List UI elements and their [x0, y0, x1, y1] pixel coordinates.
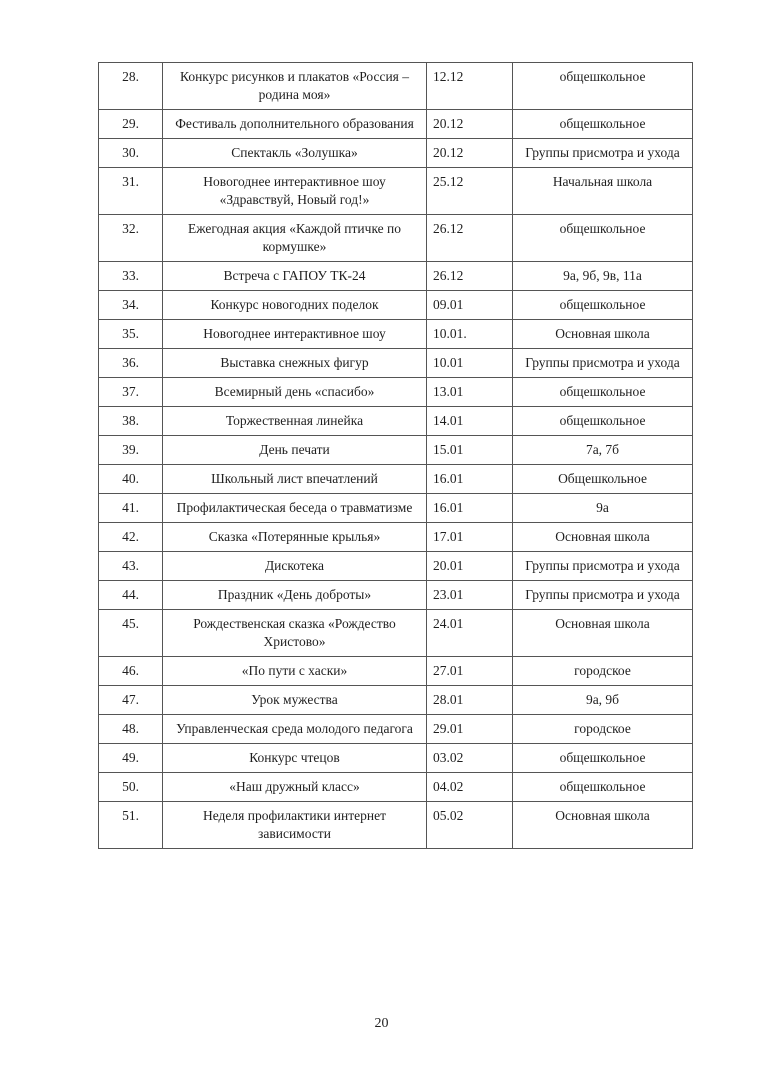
cell-num: 33. — [99, 262, 163, 291]
cell-name: Фестиваль дополнительного образования — [163, 110, 427, 139]
cell-group: Общешкольное — [513, 465, 693, 494]
cell-date: 20.01 — [427, 552, 513, 581]
cell-date: 10.01 — [427, 349, 513, 378]
table-row — [99, 465, 693, 494]
cell-date: 03.02 — [427, 744, 513, 773]
cell-date: 20.12 — [427, 139, 513, 168]
table-row — [99, 523, 693, 552]
cell-group: Группы присмотра и ухода — [513, 581, 693, 610]
cell-group: общешкольное — [513, 291, 693, 320]
cell-group: общешкольное — [513, 407, 693, 436]
cell-num: 44. — [99, 581, 163, 610]
table-row — [99, 494, 693, 523]
cell-num: 40. — [99, 465, 163, 494]
cell-name: Неделя профилактики интернет зависимости — [163, 802, 427, 849]
cell-date: 09.01 — [427, 291, 513, 320]
cell-date: 13.01 — [427, 378, 513, 407]
cell-name: Управленческая среда молодого педагога — [163, 715, 427, 744]
cell-group: Основная школа — [513, 320, 693, 349]
cell-name: Конкурс чтецов — [163, 744, 427, 773]
cell-date: 05.02 — [427, 802, 513, 849]
cell-num: 28. — [99, 63, 163, 110]
cell-date: 25.12 — [427, 168, 513, 215]
cell-name: Рождественская сказка «Рождество Христово» — [163, 610, 427, 657]
cell-group: 7а, 7б — [513, 436, 693, 465]
table-row — [99, 802, 693, 849]
table-row — [99, 110, 693, 139]
cell-date: 29.01 — [427, 715, 513, 744]
table-row — [99, 262, 693, 291]
events-table — [98, 62, 693, 849]
cell-num: 38. — [99, 407, 163, 436]
cell-num: 34. — [99, 291, 163, 320]
cell-num: 48. — [99, 715, 163, 744]
cell-group: Группы присмотра и ухода — [513, 552, 693, 581]
cell-name: «По пути с хаски» — [163, 657, 427, 686]
cell-date: 24.01 — [427, 610, 513, 657]
cell-date: 27.01 — [427, 657, 513, 686]
cell-num: 46. — [99, 657, 163, 686]
table-row — [99, 139, 693, 168]
cell-group: общешкольное — [513, 63, 693, 110]
cell-date: 15.01 — [427, 436, 513, 465]
cell-date: 14.01 — [427, 407, 513, 436]
cell-name: Встреча с ГАПОУ ТК-24 — [163, 262, 427, 291]
cell-group: Начальная школа — [513, 168, 693, 215]
cell-group: Группы присмотра и ухода — [513, 349, 693, 378]
cell-group: Основная школа — [513, 802, 693, 849]
cell-date: 16.01 — [427, 494, 513, 523]
cell-num: 41. — [99, 494, 163, 523]
cell-num: 30. — [99, 139, 163, 168]
cell-date: 26.12 — [427, 215, 513, 262]
cell-group: городское — [513, 715, 693, 744]
cell-name: Всемирный день «спасибо» — [163, 378, 427, 407]
cell-group: Основная школа — [513, 610, 693, 657]
cell-num: 37. — [99, 378, 163, 407]
table-row — [99, 610, 693, 657]
cell-date: 20.12 — [427, 110, 513, 139]
cell-date: 16.01 — [427, 465, 513, 494]
cell-group: общешкольное — [513, 744, 693, 773]
page-number: 20 — [374, 1016, 389, 1031]
table-row — [99, 215, 693, 262]
cell-group: 9а — [513, 494, 693, 523]
table-row — [99, 168, 693, 215]
cell-date: 10.01. — [427, 320, 513, 349]
cell-name: Праздник «День доброты» — [163, 581, 427, 610]
cell-num: 50. — [99, 773, 163, 802]
cell-name: Профилактическая беседа о травматизме — [163, 494, 427, 523]
cell-date: 23.01 — [427, 581, 513, 610]
cell-num: 39. — [99, 436, 163, 465]
cell-date: 17.01 — [427, 523, 513, 552]
table-row — [99, 378, 693, 407]
table-row — [99, 552, 693, 581]
table-row — [99, 349, 693, 378]
table-row — [99, 63, 693, 110]
cell-name: Конкурс новогодних поделок — [163, 291, 427, 320]
cell-name: Новогоднее интерактивное шоу «Здравствуй, Новый год!» — [163, 168, 427, 215]
cell-group: общешкольное — [513, 773, 693, 802]
table-row — [99, 657, 693, 686]
table-row — [99, 715, 693, 744]
cell-name: Ежегодная акция «Каждой птичке по кормушке» — [163, 215, 427, 262]
cell-group: общешкольное — [513, 110, 693, 139]
cell-num: 42. — [99, 523, 163, 552]
cell-date: 12.12 — [427, 63, 513, 110]
cell-num: 43. — [99, 552, 163, 581]
cell-num: 35. — [99, 320, 163, 349]
table-row — [99, 744, 693, 773]
cell-num: 32. — [99, 215, 163, 262]
table-row — [99, 581, 693, 610]
table-row — [99, 320, 693, 349]
cell-name: «Наш дружный класс» — [163, 773, 427, 802]
cell-name: Спектакль «Золушка» — [163, 139, 427, 168]
cell-num: 51. — [99, 802, 163, 849]
cell-group: 9а, 9б, 9в, 11а — [513, 262, 693, 291]
cell-num: 49. — [99, 744, 163, 773]
cell-name: Урок мужества — [163, 686, 427, 715]
cell-name: Школьный лист впечатлений — [163, 465, 427, 494]
cell-date: 04.02 — [427, 773, 513, 802]
cell-group: общешкольное — [513, 378, 693, 407]
table-row — [99, 773, 693, 802]
cell-group: Группы присмотра и ухода — [513, 139, 693, 168]
table-row — [99, 436, 693, 465]
cell-num: 47. — [99, 686, 163, 715]
cell-name: Дискотека — [163, 552, 427, 581]
cell-date: 28.01 — [427, 686, 513, 715]
cell-num: 29. — [99, 110, 163, 139]
cell-group: 9а, 9б — [513, 686, 693, 715]
cell-num: 45. — [99, 610, 163, 657]
cell-name: День печати — [163, 436, 427, 465]
cell-date: 26.12 — [427, 262, 513, 291]
cell-group: городское — [513, 657, 693, 686]
cell-name: Конкурс рисунков и плакатов «Россия – родина моя» — [163, 63, 427, 110]
cell-name: Выставка снежных фигур — [163, 349, 427, 378]
cell-name: Сказка «Потерянные крылья» — [163, 523, 427, 552]
cell-name: Новогоднее интерактивное шоу — [163, 320, 427, 349]
cell-name: Торжественная линейка — [163, 407, 427, 436]
cell-num: 36. — [99, 349, 163, 378]
cell-group: общешкольное — [513, 215, 693, 262]
table-row — [99, 407, 693, 436]
table-row — [99, 686, 693, 715]
cell-num: 31. — [99, 168, 163, 215]
cell-group: Основная школа — [513, 523, 693, 552]
table-row — [99, 291, 693, 320]
